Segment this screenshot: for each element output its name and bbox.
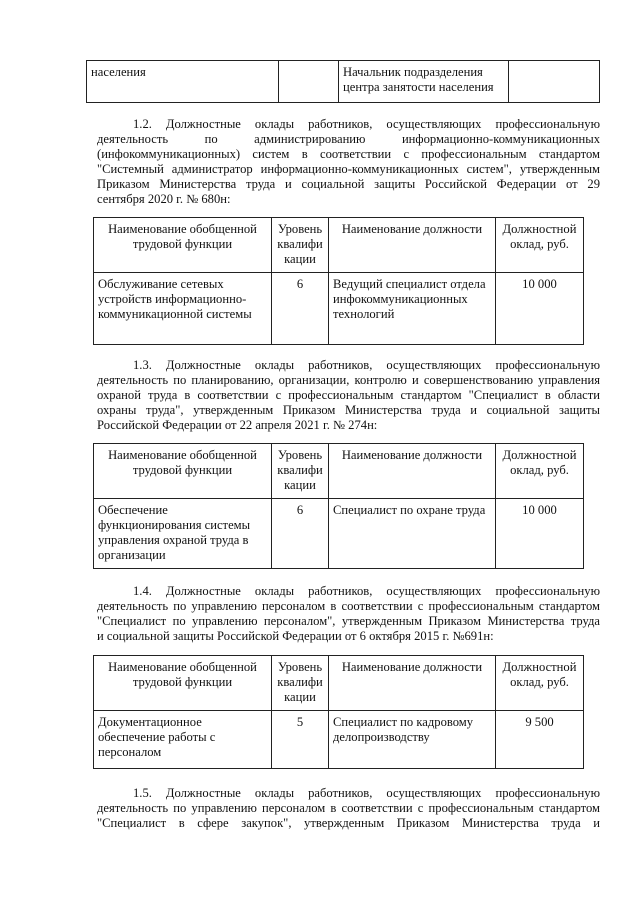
paragraph-line: охраны труда", утвержденным Приказом Министерства труда и социальной защиты bbox=[97, 403, 600, 417]
cell-salary: 10 000 bbox=[496, 499, 584, 569]
top-continuation-table bbox=[86, 60, 600, 103]
paragraph-line: сентября 2020 г. № 680н: bbox=[97, 192, 231, 206]
section-1-4-paragraph bbox=[97, 584, 600, 644]
paragraph-line: "Специалист в сфере закупок", утвержденным Приказом Министерства труда и bbox=[97, 816, 600, 830]
top-cell-4 bbox=[509, 61, 600, 103]
header-salary: Должностной оклад, руб. bbox=[496, 218, 584, 273]
top-cell-3-line-1: Начальник подразделения bbox=[343, 65, 483, 79]
paragraph-line: Российской Федерации от 22 апреля 2021 г. № 274н: bbox=[97, 418, 378, 432]
header-salary: Должностной оклад, руб. bbox=[496, 656, 584, 711]
paragraph-line: 1.2. Должностные оклады работников, осуществляющих профессиональную bbox=[133, 117, 600, 131]
section-1-2-paragraph bbox=[97, 117, 600, 207]
cell-level: 6 bbox=[272, 499, 329, 569]
top-cell-3-line-2: центра занятости населения bbox=[343, 80, 494, 94]
top-cell-1: населения bbox=[87, 61, 279, 103]
paragraph-line: "Системный администратор информационно-коммуникационных систем", утвержденным bbox=[97, 162, 600, 176]
paragraph-line: деятельность по планированию, организации, контролю и совершенствованию управления bbox=[97, 373, 600, 387]
header-salary: Должностной оклад, руб. bbox=[496, 444, 584, 499]
cell-position: Специалист по охране труда bbox=[329, 499, 496, 569]
paragraph-line: деятельность по администрированию информационно-коммуникационных bbox=[97, 132, 600, 146]
cell-func: Документационное обеспечение работы с персоналом bbox=[94, 711, 272, 769]
cell-position: Ведущий специалист отдела инфокоммуникационных технологий bbox=[329, 273, 496, 345]
header-func: Наименование обобщенной трудовой функции bbox=[94, 218, 272, 273]
paragraph-line: деятельность по управлению персоналом в соответствии с профессиональным стандартом bbox=[97, 801, 600, 815]
header-level: Уровень квалифи кации bbox=[272, 656, 329, 711]
paragraph-line: 1.3. Должностные оклады работников, осуществляющих профессиональную bbox=[133, 358, 600, 372]
section-1-5-paragraph bbox=[97, 786, 600, 831]
cell-level: 6 bbox=[272, 273, 329, 345]
header-position: Наименование должности bbox=[329, 218, 496, 273]
top-cell-2 bbox=[279, 61, 339, 103]
top-cell-3 bbox=[339, 61, 509, 103]
header-level: Уровень квалифи кации bbox=[272, 218, 329, 273]
paragraph-line: (инфокоммуникационных) систем в соответствии с профессиональным стандартом bbox=[97, 147, 600, 161]
header-func: Наименование обобщенной трудовой функции bbox=[94, 656, 272, 711]
header-level: Уровень квалифи кации bbox=[272, 444, 329, 499]
header-position: Наименование должности bbox=[329, 444, 496, 499]
paragraph-line: Приказом Министерства труда и социальной защиты Российской Федерации от 29 bbox=[97, 177, 600, 191]
cell-position: Специалист по кадровому делопроизводству bbox=[329, 711, 496, 769]
paragraph-line: "Специалист по управлению персоналом", утвержденным Приказом Министерства труда bbox=[97, 614, 600, 628]
header-func: Наименование обобщенной трудовой функции bbox=[94, 444, 272, 499]
paragraph-line: 1.4. Должностные оклады работников, осуществляющих профессиональную bbox=[133, 584, 600, 598]
header-position: Наименование должности bbox=[329, 656, 496, 711]
cell-level: 5 bbox=[272, 711, 329, 769]
cell-func: Обеспечение функционирования системы управления охраной труда в организации bbox=[94, 499, 272, 569]
paragraph-line: 1.5. Должностные оклады работников, осуществляющих профессиональную bbox=[133, 786, 600, 800]
salary-table-1-2 bbox=[93, 217, 584, 345]
cell-func: Обслуживание сетевых устройств информационно-коммуникационной системы bbox=[94, 273, 272, 345]
paragraph-line: деятельность по управлению персоналом в соответствии с профессиональным стандартом bbox=[97, 599, 600, 613]
cell-salary: 10 000 bbox=[496, 273, 584, 345]
paragraph-line: охраной труда в соответствии с профессиональным стандартом "Специалист в области bbox=[97, 388, 600, 402]
section-1-3-paragraph bbox=[97, 358, 600, 433]
salary-table-1-4 bbox=[93, 655, 584, 769]
paragraph-line: и социальной защиты Российской Федерации от 6 октября 2015 г. №691н: bbox=[97, 629, 494, 643]
salary-table-1-3 bbox=[93, 443, 584, 569]
cell-salary: 9 500 bbox=[496, 711, 584, 769]
